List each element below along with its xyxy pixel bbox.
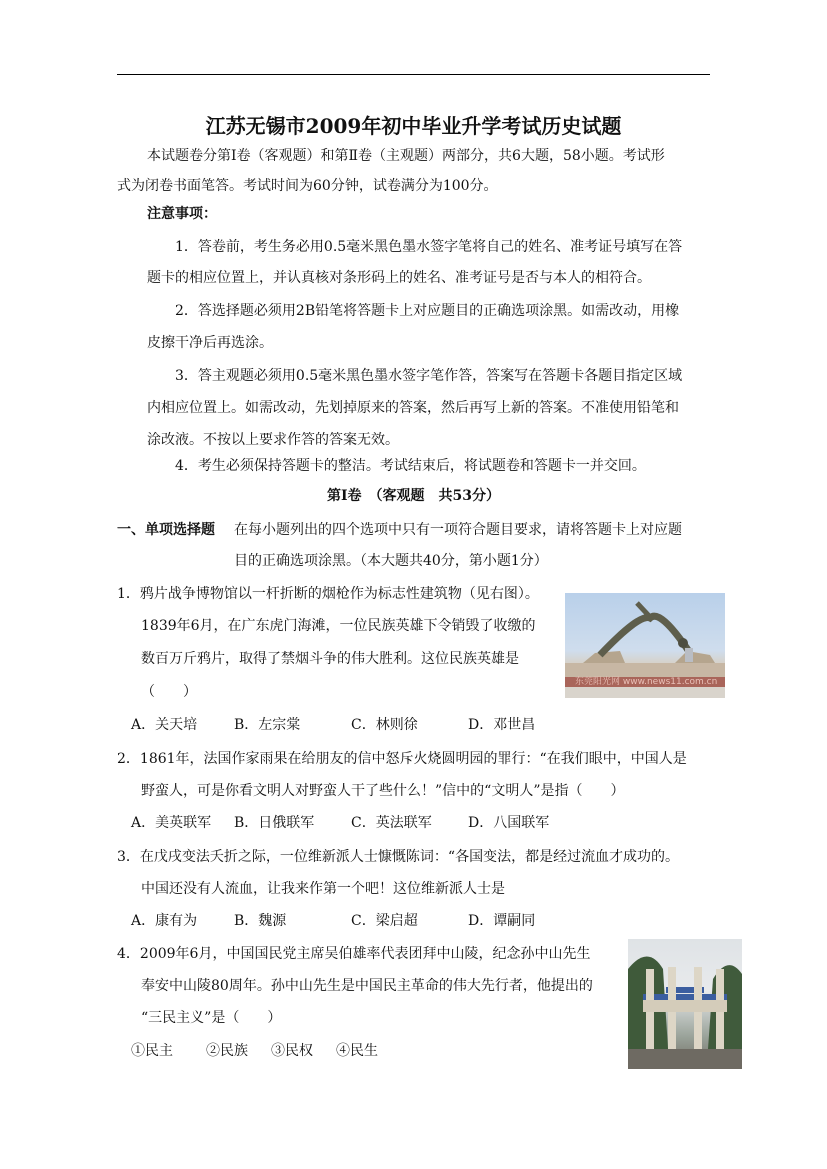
q1-option-b: B．左宗棠 bbox=[234, 717, 301, 733]
part1-heading: 第Ⅰ卷 （客观题 共53分） bbox=[326, 488, 501, 504]
q4-option-3: ③民权 bbox=[271, 1043, 313, 1059]
q2-option-d: D．八国联军 bbox=[468, 815, 550, 831]
q4-option-1: ①民主 bbox=[131, 1043, 173, 1059]
q1-line-2: 1839年6月，在广东虎门海滩，一位民族英雄下令销毁了收缴的 bbox=[141, 618, 536, 634]
q1-option-a: A．关天培 bbox=[131, 717, 198, 733]
note-1-line-2: 题卡的相应位置上，并认真核对条形码上的姓名、准考证号是否与本人的相符合。 bbox=[147, 270, 651, 286]
q2-option-a: A．美英联军 bbox=[131, 815, 212, 831]
q3-option-a: A．康有为 bbox=[131, 913, 198, 929]
q1-line-3: 数百万斤鸦片，取得了禁烟斗争的伟大胜利。这位民族英雄是 bbox=[141, 651, 519, 667]
q2-line-1: 2．1861年，法国作家雨果在给朋友的信中怒斥火烧圆明园的罪行：“在我们眼中，中国人是 bbox=[117, 751, 687, 767]
notes-heading: 注意事项： bbox=[147, 206, 217, 222]
q3-option-c: C．梁启超 bbox=[351, 913, 418, 929]
note-1-line-1: 1．答卷前，考生务必用0.5毫米黑色墨水签字笔将自己的姓名、准考证号填写在答 bbox=[175, 239, 683, 255]
q3-option-d: D．谭嗣同 bbox=[468, 913, 536, 929]
q2-option-c: C．英法联军 bbox=[351, 815, 432, 831]
q4-option-4: ④民生 bbox=[336, 1043, 378, 1059]
q2-line-2: 野蛮人，可是你看文明人对野蛮人干了些什么！”信中的“文明人”是指（ ） bbox=[141, 783, 625, 799]
note-3-line-3: 涂改液。不按以上要求作答的答案无效。 bbox=[147, 432, 399, 448]
q4-option-2: ②民族 bbox=[206, 1043, 248, 1059]
note-2-line-1: 2．答选择题必须用2B铅笔将答题卡上对应题目的正确选项涂黑。如需改动，用橡 bbox=[175, 303, 680, 319]
note-4-line-1: 4．考生必须保持答题卡的整洁。考试结束后，将试题卷和答题卡一并交回。 bbox=[175, 458, 646, 474]
note-3-line-1: 3．答主观题必须用0.5毫米黑色墨水签字笔作答，答案写在答题卡各题目指定区域 bbox=[175, 368, 683, 384]
photo-watermark: 东莞阳光网 www.news11.com.cn bbox=[575, 677, 718, 687]
q1-line-4: （ ） bbox=[141, 684, 197, 700]
page-title: 江苏无锡市2009年初中毕业升学考试历史试题 bbox=[205, 114, 622, 138]
q3-line-2: 中国还没有人流血，让我来作第一个吧！这位维新派人士是 bbox=[141, 881, 505, 897]
q1-option-d: D．邓世昌 bbox=[468, 717, 536, 733]
sun-yat-sen-mausoleum-arch-photo bbox=[628, 939, 742, 1069]
intro-line-1: 本试题卷分第Ⅰ卷（客观题）和第Ⅱ卷（主观题）两部分，共6大题，58小题。考试形 bbox=[147, 148, 665, 164]
q3-line-1: 3．在戊戌变法夭折之际，一位维新派人士慷慨陈词：“各国变法，都是经过流血才成功的。 bbox=[117, 849, 680, 865]
q4-line-3: “三民主义”是（ ） bbox=[141, 1010, 282, 1026]
q4-line-2: 奉安中山陵80周年。孙中山先生是中国民主革命的伟大先行者，他提出的 bbox=[141, 978, 593, 994]
header-rule bbox=[117, 74, 710, 75]
intro-line-2: 式为闭卷书面笔答。考试时间为60分钟，试卷满分为100分。 bbox=[117, 178, 498, 194]
section1-label: 一、单项选择题 bbox=[117, 522, 215, 538]
opium-pipe-monument-photo bbox=[565, 593, 725, 698]
q4-line-1: 4．2009年6月，中国国民党主席吴伯雄率代表团拜中山陵，纪念孙中山先生 bbox=[117, 946, 591, 962]
section1-desc-line-1: 在每小题列出的四个选项中只有一项符合题目要求，请将答题卡上对应题 bbox=[234, 522, 682, 538]
q1-option-c: C．林则徐 bbox=[351, 717, 418, 733]
q3-option-b: B．魏源 bbox=[234, 913, 287, 929]
section1-desc-line-2: 目的正确选项涂黑。（本大题共40分，第小题1分） bbox=[234, 553, 548, 569]
q2-option-b: B．日俄联军 bbox=[234, 815, 315, 831]
note-3-line-2: 内相应位置上。如需改动，先划掉原来的答案，然后再写上新的答案。不准使用铅笔和 bbox=[147, 400, 679, 416]
note-2-line-2: 皮擦干净后再选涂。 bbox=[147, 335, 273, 351]
q1-line-1: 1．鸦片战争博物馆以一杆折断的烟枪作为标志性建筑物（见右图）。 bbox=[117, 586, 539, 602]
